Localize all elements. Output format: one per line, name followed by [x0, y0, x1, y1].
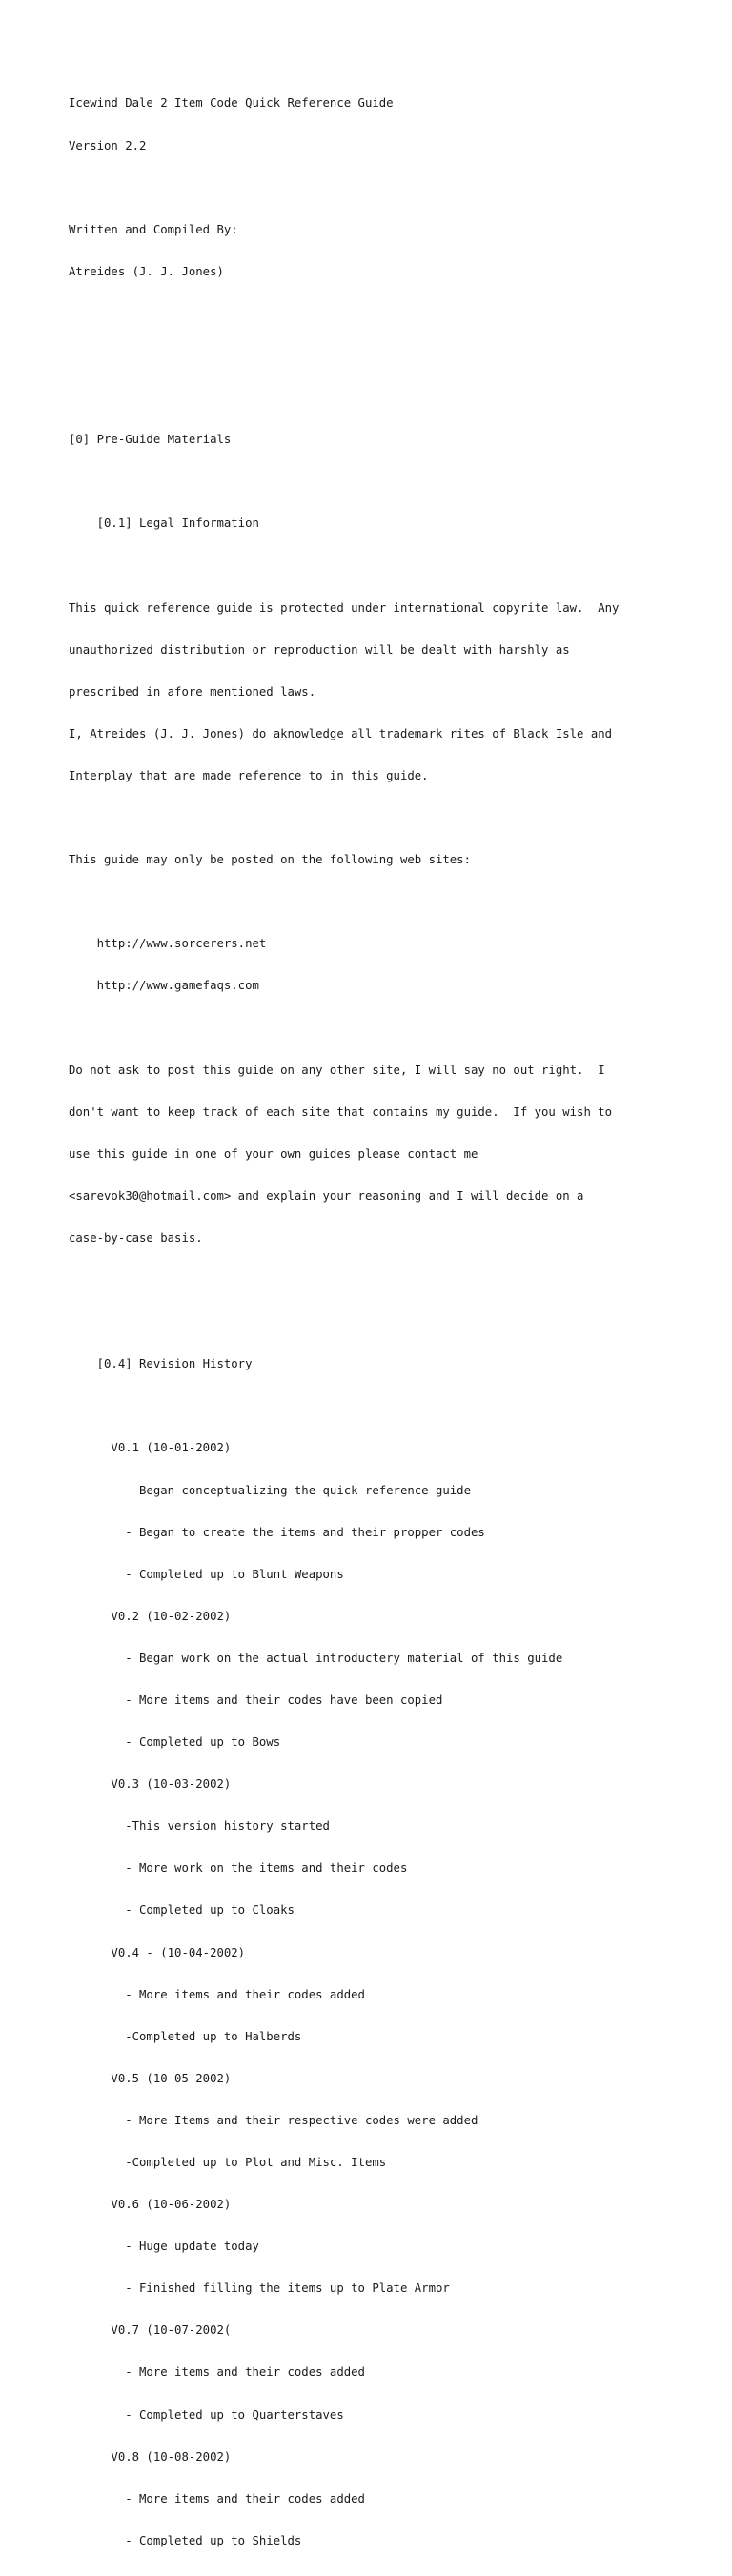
revision-note-line: -Completed up to Plot and Misc. Items: [69, 2156, 387, 2169]
revision-version-line: V0.4 - (10-04-2002): [69, 1945, 246, 1959]
blank-line: [69, 1021, 717, 1035]
revision-note-line: - More items and their codes added: [69, 2365, 365, 2380]
site-url: http://www.sorcerers.net: [69, 937, 267, 951]
revision-note-line: - Completed up to Quarterstaves: [69, 2407, 344, 2422]
section-heading-legal: [0.1] Legal Information: [69, 517, 259, 531]
legal-text-line: This quick reference guide is protected under international copyrite law. Any: [69, 600, 620, 615]
revision-version-line: V0.5 (10-05-2002): [69, 2071, 232, 2085]
revision-version-line: V0.3 (10-03-2002): [69, 1777, 232, 1792]
legal-text-line: prescribed in afore mentioned laws.: [69, 684, 316, 699]
document-text: [69, 69, 717, 2576]
contact-text-line: <sarevok30@hotmail.com> and explain your reasoning and I will decide on a: [69, 1188, 584, 1203]
revision-note-line: -Completed up to Halberds: [69, 2029, 302, 2043]
revision-note-line: - More items and their codes added: [69, 2491, 365, 2505]
revision-note-line: - More items and their codes have been copied: [69, 1693, 443, 1707]
blank-line: [69, 811, 717, 825]
revision-note-line: - Began work on the actual introductery material of this guide: [69, 1651, 563, 1665]
revision-note-line: - Completed up to Bows: [69, 1735, 281, 1750]
revision-note-line: - Began to create the items and their propper codes: [69, 1525, 485, 1539]
revision-version-line: V0.1 (10-01-2002): [69, 1441, 232, 1455]
revision-version-line: V0.8 (10-08-2002): [69, 2449, 232, 2464]
author-name: Atreides (J. J. Jones): [69, 264, 224, 278]
blank-line: [69, 1273, 717, 1288]
blank-line: [69, 181, 717, 195]
blank-line: [69, 391, 717, 405]
revision-note-line: - Finished filling the items up to Plate Armor: [69, 2282, 450, 2296]
contact-text-line: case-by-case basis.: [69, 1230, 203, 1245]
blank-line: [69, 1399, 717, 1413]
contact-text-line: use this guide in one of your own guides please contact me: [69, 1146, 478, 1161]
revision-note-line: - Completed up to Cloaks: [69, 1903, 295, 1917]
revision-note-line: - Huge update today: [69, 2240, 259, 2254]
blank-line: [69, 1315, 717, 1329]
revision-version-line: V0.2 (10-02-2002): [69, 1609, 232, 1623]
revision-note-line: - More work on the items and their codes: [69, 1861, 408, 1876]
legal-text-line: I, Atreides (J. J. Jones) do aknowledge all trademark rites of Black Isle and: [69, 726, 613, 740]
revision-note-line: - More items and their codes added: [69, 1987, 365, 2001]
document-version: Version 2.2: [69, 138, 147, 152]
revision-note-line: - Completed up to Shields: [69, 2533, 302, 2547]
document-title: Icewind Dale 2 Item Code Quick Reference Guide: [69, 96, 394, 111]
section-heading-revision-history: [0.4] Revision History: [69, 1357, 253, 1371]
sites-intro: This guide may only be posted on the following web sites:: [69, 853, 471, 867]
revision-note-line: - Completed up to Blunt Weapons: [69, 1567, 344, 1581]
section-heading-pre-guide: [0] Pre-Guide Materials: [69, 433, 232, 447]
blank-line: [69, 307, 717, 321]
contact-text-line: don't want to keep track of each site that contains my guide. If you wish to: [69, 1105, 613, 1119]
revision-note-line: -This version history started: [69, 1819, 330, 1834]
legal-text-line: unauthorized distribution or reproduction will be dealt with harshly as: [69, 642, 570, 657]
revision-version-line: V0.6 (10-06-2002): [69, 2198, 232, 2212]
revision-version-line: V0.7 (10-07-2002(: [69, 2323, 232, 2338]
contact-text-line: Do not ask to post this guide on any other site, I will say no out right. I: [69, 1063, 605, 1077]
blank-line: [69, 349, 717, 363]
revision-note-line: - More Items and their respective codes were added: [69, 2113, 478, 2127]
legal-text-line: Interplay that are made reference to in this guide.: [69, 768, 429, 782]
site-url: http://www.gamefaqs.com: [69, 979, 259, 993]
blank-line: [69, 895, 717, 909]
blank-line: [69, 475, 717, 489]
revision-note-line: - Began conceptualizing the quick reference guide: [69, 1483, 471, 1497]
written-by-label: Written and Compiled By:: [69, 222, 238, 236]
blank-line: [69, 558, 717, 573]
